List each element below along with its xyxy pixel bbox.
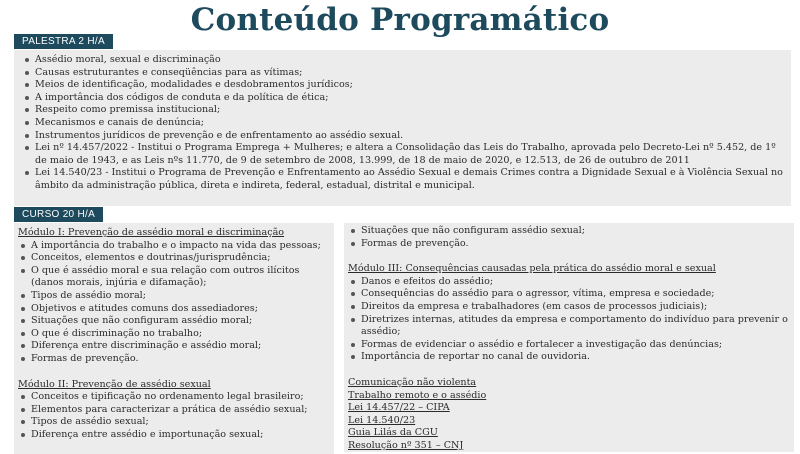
list-item: Instrumentos jurídicos de prevenção e de enfrentamento ao assédio sexual. [22,130,787,143]
list-item: Consequências do assédio para o agressor, vítima, empresa e sociedade; [348,288,790,301]
modulo2-title: Módulo II: Prevenção de assédio sexual [18,378,211,390]
link-lei-14457[interactable]: Lei 14.457/22 – CIPA [348,402,450,414]
link-resolucao-351[interactable]: Resolução nº 351 – CNJ [348,439,464,451]
palestra-panel [14,50,791,206]
list-item: Conceitos, elementos e doutrinas/jurisprudência; [18,252,330,265]
list-item: Conceitos e tipificação no ordenamento legal brasileiro; [18,391,330,404]
list-item: Tipos de assédio moral; [18,290,330,303]
list-item: Formas de prevenção. [348,238,790,251]
modulo2-continued-list [348,225,790,250]
list-item: A importância do trabalho e o impacto na vida das pessoas; [18,240,330,253]
palestra-list [22,54,787,193]
modulo3-title: Módulo III: Consequências causadas pela prática do assédio moral e sexual [348,263,716,275]
list-item: Lei 14.540/23 - Institui o Programa de Prevenção e Enfrentamento ao Assédio Sexual e demais Crimes contra a Dignidade Sexual e à Violência Sexual no âmbito da administração pública, direta e indireta, federal, estadual, distrital e municipal. [22,167,787,192]
list-item: Situações que não configuram assédio sexual; [348,225,790,238]
link-lei-14540[interactable]: Lei 14.540/23 [348,414,416,426]
curso-left-panel [14,223,334,454]
list-item: Assédio moral, sexual e discriminação [22,54,787,67]
list-item: Direitos da empresa e trabalhadores (em casos de processos judiciais); [348,301,790,314]
list-item: Elementos para caracterizar a prática de assédio sexual; [18,404,330,417]
modulo3-list [348,276,790,364]
list-item: Mecanismos e canais de denúncia; [22,117,787,130]
list-item: O que é discriminação no trabalho; [18,328,330,341]
list-item: Formas de evidenciar o assédio e fortalecer a investigação das denúncias; [348,339,790,352]
link-comunicacao-nao-violenta[interactable]: Comunicação não violenta [348,376,477,388]
curso-tag: CURSO 20 H/A [14,207,103,222]
list-item: Lei nº 14.457/2022 - Institui o Programa Emprega + Mulheres; e altera a Consolidação das Leis do Trabalho, aprovada pelo Decreto-Lei nº 5.452, de 1º de maio de 1943, e as Leis nºs 11.770, de 9 de setembro de 2008, 13.999, de 18 de maio de 2020, e 12.513, de 26 de outubro de 2011 [22,142,787,167]
modulo1-list [18,240,330,366]
modulo1-title: Módulo I: Prevenção de assédio moral e discriminação [18,227,285,238]
modulo2-list [18,391,330,441]
list-item: Objetivos e atitudes comuns dos assediadores; [18,303,330,316]
link-guia-lilas[interactable]: Guia Lilás da CGU [348,427,438,439]
curso-right-panel [344,223,794,452]
list-item: Importância de reportar no canal de ouvidoria. [348,351,790,364]
list-item: O que é assédio moral e sua relação com outros ilícitos (danos morais, injúria e difamação); [18,265,330,290]
page-title: Conteúdo Programático [190,2,610,38]
list-item: Diferença entre assédio e importunação sexual; [18,429,330,442]
list-item: A importância dos códigos de conduta e da política de ética; [22,92,787,105]
list-item: Diferença entre discriminação e assédio moral; [18,340,330,353]
list-item: Causas estruturantes e conseqüências para as vítimas; [22,67,787,80]
list-item: Diretrizes internas, atitudes da empresa e comportamento do indivíduo para prevenir o assédio; [348,314,790,339]
list-item: Situações que não configuram assédio moral; [18,315,330,328]
list-item: Tipos de assédio sexual; [18,416,330,429]
list-item: Formas de prevenção. [18,353,330,366]
link-trabalho-remoto[interactable]: Trabalho remoto e o assédio [348,389,487,401]
list-item: Danos e efeitos do assédio; [348,276,790,289]
palestra-tag: PALESTRA 2 H/A [14,34,113,49]
list-item: Respeito como premissa institucional; [22,104,787,117]
list-item: Meios de identificação, modalidades e desdobramentos jurídicos; [22,79,787,92]
